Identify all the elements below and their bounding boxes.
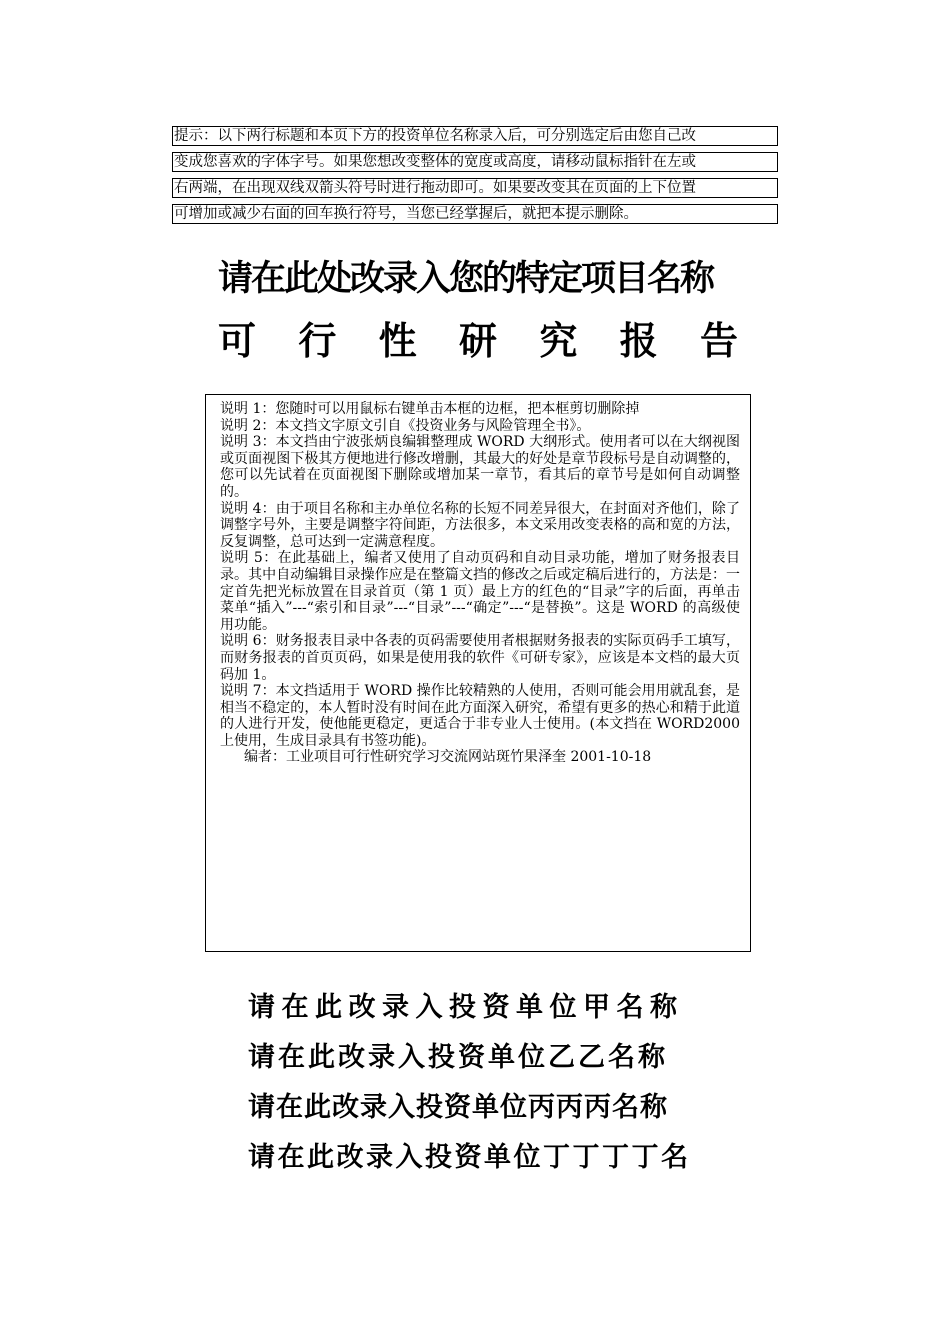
report-title-char: 告 bbox=[699, 319, 738, 363]
investment-units bbox=[248, 988, 708, 1188]
report-title-char: 报 bbox=[619, 319, 658, 363]
hint-line: 变成您喜欢的字体字号。如果您想改变整体的宽度或高度，请移动鼠标指针在左或 bbox=[172, 152, 778, 172]
investment-unit-a: 请在此改录入投资单位甲名称 bbox=[248, 992, 684, 1023]
report-title bbox=[218, 310, 738, 365]
note-4: 说明 4：由于项目名称和主办单位名称的长短不同差异很大，在封面对齐他们，除了调整字号外，主要是调整字符间距，方法很多，本文采用改变表格的高和宽的方法，反复调整，总可达到一定满意程度。 bbox=[220, 500, 740, 550]
hint-block bbox=[172, 126, 778, 230]
instructions-text-box[interactable] bbox=[205, 394, 751, 952]
note-3: 说明 3：本文挡由宁波张炳良编辑整理成 WORD 大纲形式。使用者可以在大纲视图或页面视图下极其方便地进行修改增删，其最大的好处是章节段标号是自动调整的，您可以先试着在页面视图下删除或增加某一章节，看其后的章节号是如何自动调整的。 bbox=[220, 434, 740, 500]
note-6: 说明 6：财务报表目录中各表的页码需要使用者根据财务报表的实际页码手工填写，而财务报表的首页页码，如果是使用我的软件《可研专家》，应该是本文档的最大页码加 1。 bbox=[220, 633, 740, 683]
note-7: 说明 7：本文挡适用于 WORD 操作比较精熟的人使用，否则可能会用用就乱套，是相当不稳定的，本人暂时没有时间在此方面深入研究，希望有更多的热心和精于此道的人进行开发，使他能更稳定，更适合于非专业人士使用。(本文挡在 WORD2000 上使用，生成目录具有书签功能)。 bbox=[220, 683, 740, 749]
hint-line: 可增加或减少右面的回车换行符号，当您已经掌握后，就把本提示删除。 bbox=[172, 204, 778, 224]
note-1: 说明 1：您随时可以用鼠标右键单击本框的边框，把本框剪切删除掉 bbox=[220, 401, 640, 417]
report-title-char: 性 bbox=[378, 319, 417, 363]
investment-unit-d: 请在此改录入投资单位丁丁丁丁名 bbox=[248, 1142, 691, 1173]
report-title-char: 行 bbox=[298, 319, 337, 363]
report-title-char: 可 bbox=[218, 319, 257, 363]
hint-line: 提示：以下两行标题和本页下方的投资单位名称录入后，可分别选定后由您自己改 bbox=[172, 126, 778, 146]
report-title-char: 究 bbox=[539, 319, 578, 363]
project-name-title: 请在此处改录入您的特定项目名称 bbox=[218, 259, 714, 299]
investment-unit-b: 请在此改录入投资单位乙乙名称 bbox=[248, 1042, 668, 1073]
editor-credit: 编者：工业项目可行性研究学习交流网站斑竹果泽奎 2001-10-18 bbox=[244, 749, 652, 766]
hint-line: 右两端，在出现双线双箭头符号时进行拖动即可。如果要改变其在页面的上下位置 bbox=[172, 178, 778, 198]
note-5: 说明 5：在此基础上，编者又使用了自动页码和自动目录功能，增加了财务报表目录。其中自动编辑目录操作应是在整篇文挡的修改之后或定稿后进行的，方法是：一定首先把光标放置在目录首页（第 1 页）最上方的红色的“目录”字的后面，再单击菜单“插入”---“索引和目录”---“目录”---“确定”---“是替换”。这是 WORD 的高级使用功能。 bbox=[220, 550, 740, 633]
investment-unit-c: 请在此改录入投资单位丙丙丙名称 bbox=[248, 1092, 668, 1123]
note-2: 说明 2：本文挡文字原文引自《投资业务与风险管理全书》。 bbox=[220, 417, 591, 434]
report-title-char: 研 bbox=[458, 319, 497, 363]
